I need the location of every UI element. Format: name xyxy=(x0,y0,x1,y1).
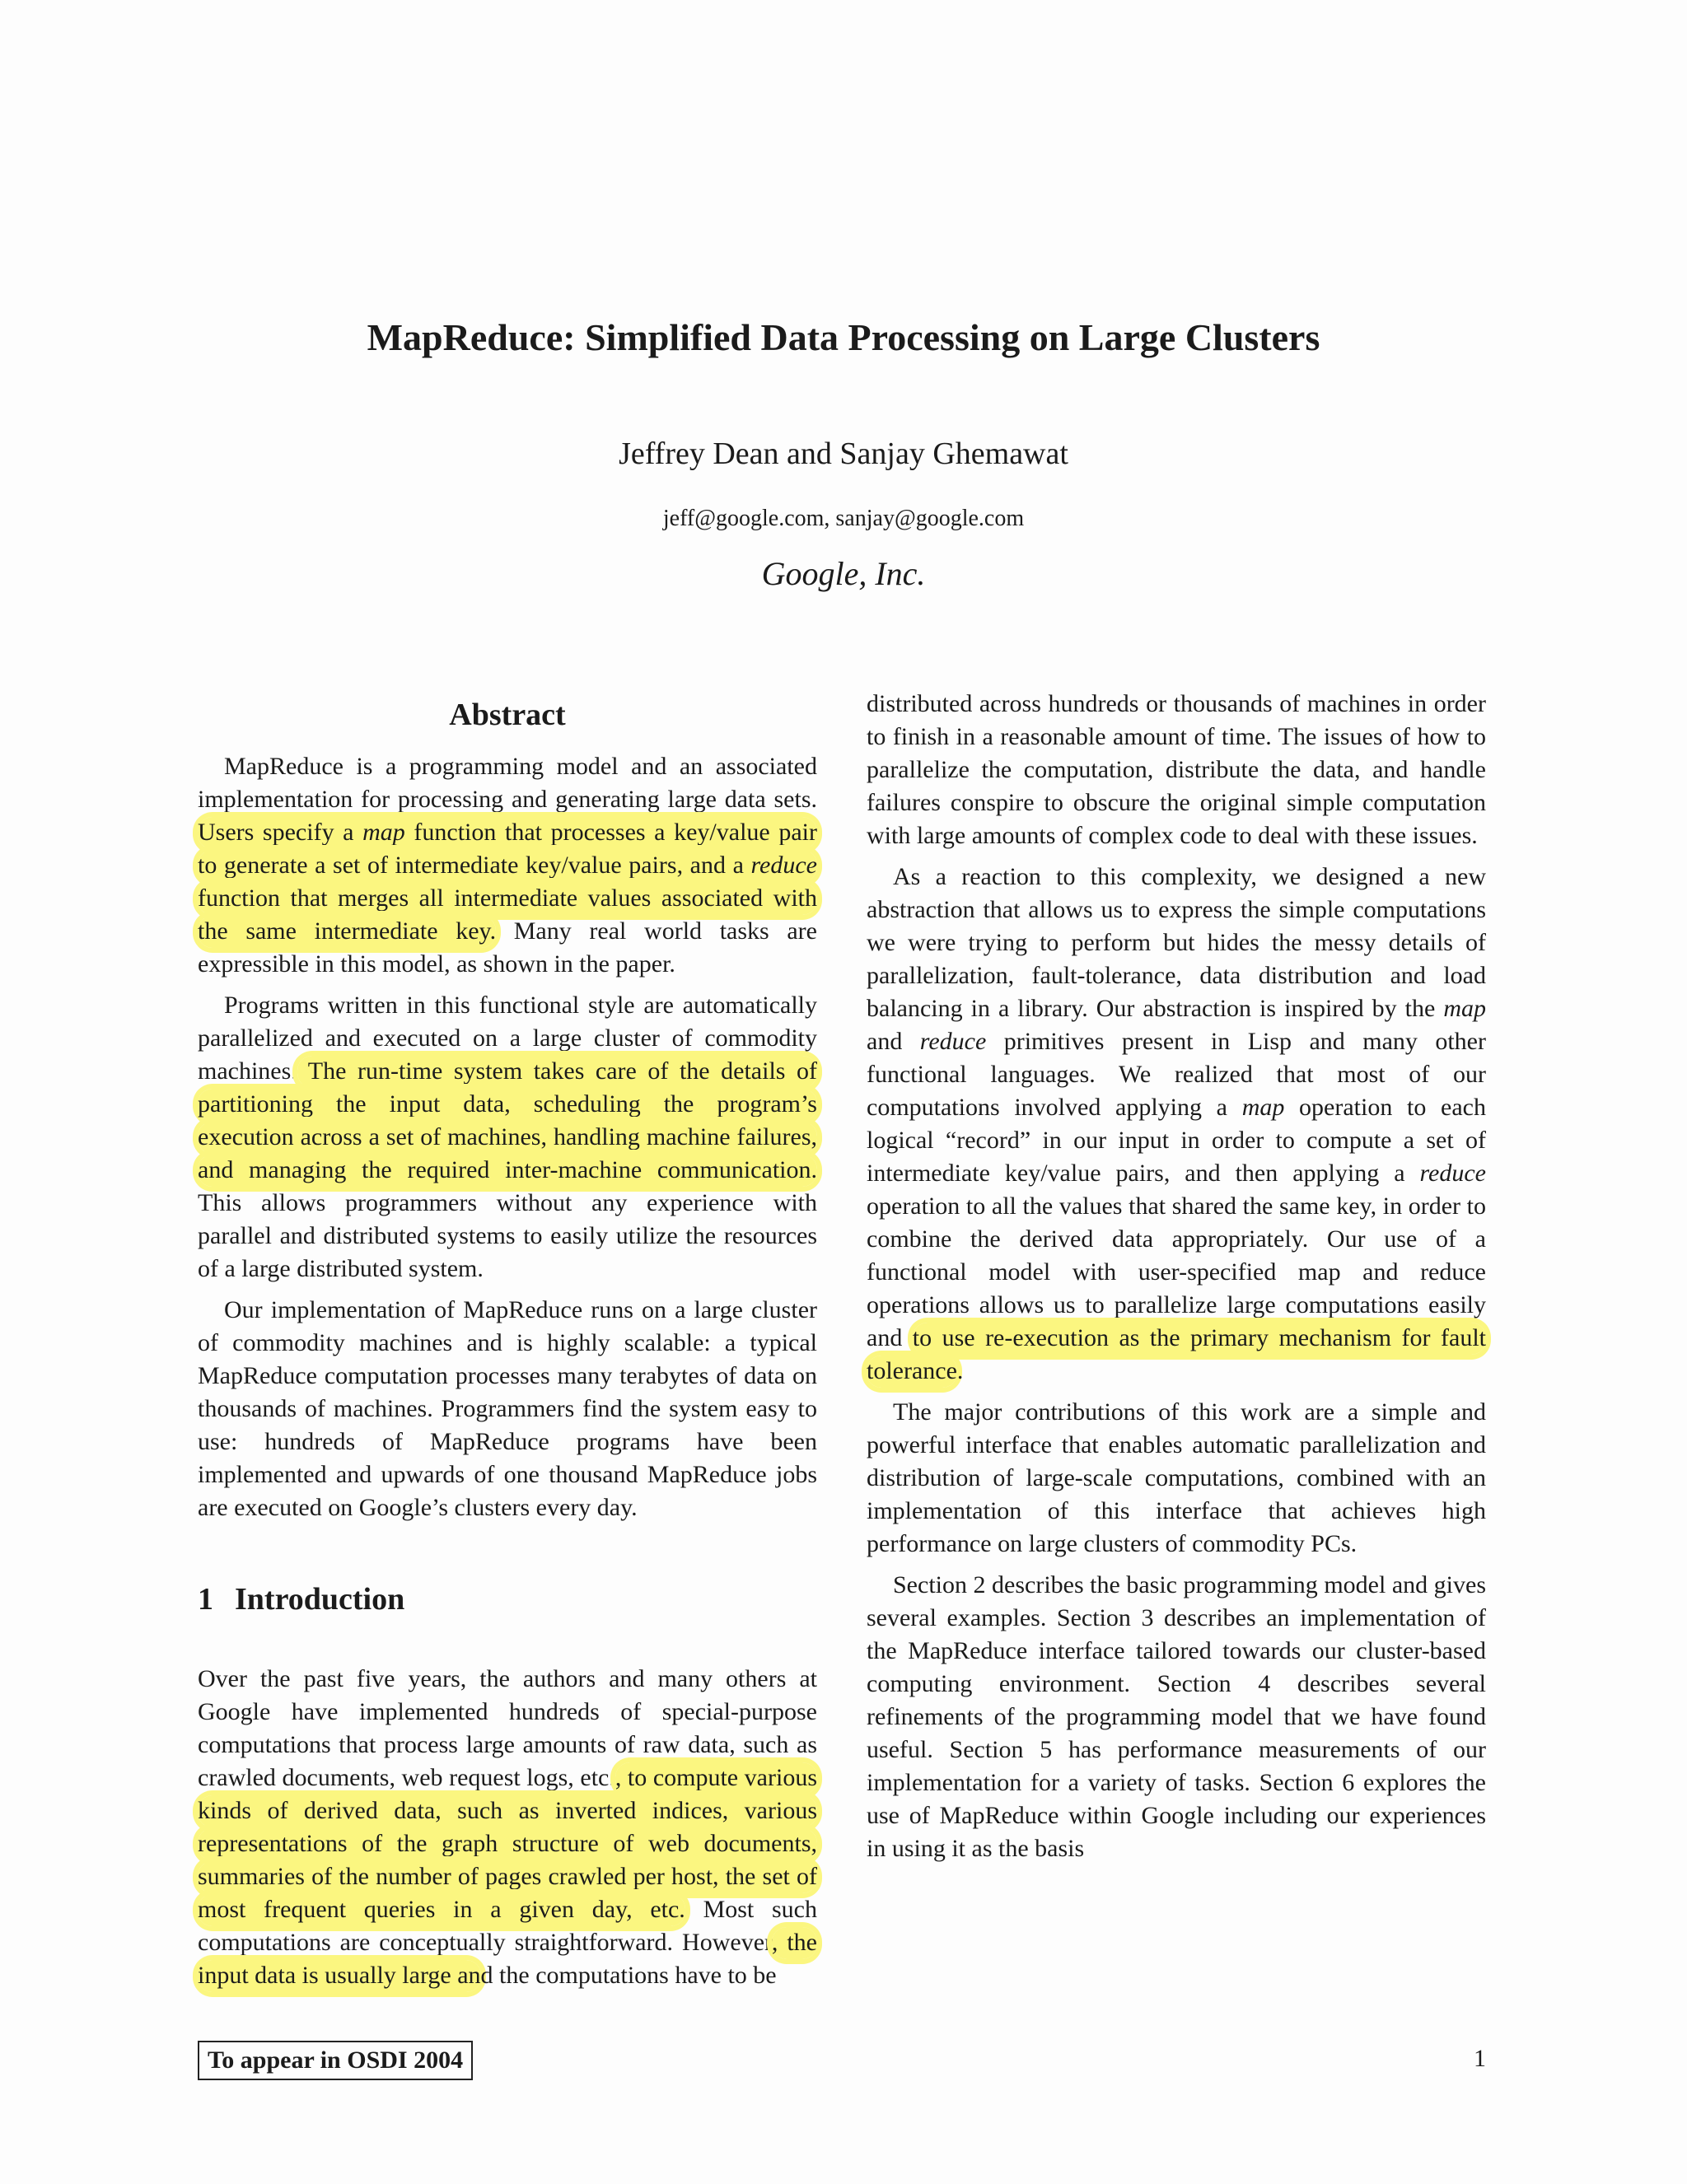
author-emails: jeff@google.com, sanjay@google.com xyxy=(662,506,1025,531)
section-number: 1 xyxy=(198,1582,213,1617)
page-number: 1 xyxy=(1474,2045,1486,2072)
term-map: map xyxy=(1443,995,1486,1022)
abstract-p1-text: MapReduce is a programming model and an associated implementation for processing and generating large data sets. xyxy=(198,753,817,813)
term-reduce: reduce xyxy=(750,852,817,879)
intro-p2-text: primitives present in Lisp and many other functional languages. We realized that most of our computations involved applying a xyxy=(867,1028,1486,1121)
paper-title: MapReduce: Simplified Data Processing on Large Clusters xyxy=(367,316,1320,358)
term-reduce: reduce xyxy=(1419,1160,1486,1187)
intro-p2-text: As a reaction to this complexity, we designed a new abstraction that allows us to express the simple computations we were trying to perform but hides the messy details of parallelization, fault-tolerance, data distribution and load balancing in a library. Our abstraction is inspired by the xyxy=(867,863,1486,1022)
highlight: , to compute various kinds of derived data, such as inverted indices, various representations of the graph structure of web documents, summaries of the number of pages crawled per host, the set of most frequent queries in a given day, etc. xyxy=(198,1762,817,1926)
intro-p1-text: Most such computations are conceptually straightforward. However xyxy=(198,1896,817,1956)
abstract-p1-text: Many real world tasks are expressible in this model, as shown in the paper. xyxy=(198,917,817,978)
intro-p1-text: Over the past five years, the authors and many others at Google have implemented hundreds of special-purpose computations that process large amounts of raw data, such as crawled documents, web request logs, etc. xyxy=(198,1665,817,1791)
intro-paragraph-2 xyxy=(867,861,1486,1388)
author-organization: Google, Inc. xyxy=(761,555,926,592)
section-heading-introduction xyxy=(198,1579,817,1620)
highlight: , the input data is usually large an xyxy=(198,1927,817,1992)
intro-paragraph-1-start xyxy=(198,1663,817,1992)
highlight: to use re-execution as the primary mechanism for fault tolerance xyxy=(867,1323,1486,1388)
abstract-paragraph-1 xyxy=(198,750,817,981)
term-reduce: reduce xyxy=(919,1028,987,1055)
intro-p1-text: d the computations have to be xyxy=(480,1962,777,1989)
intro-paragraph-1-continued xyxy=(867,688,1486,852)
abstract-p2-text: Programs written in this functional style are automatically parallelized and executed on a large cluster of commodity machines. xyxy=(198,992,817,1085)
intro-p2-text: and xyxy=(867,1028,920,1055)
term-map: map xyxy=(1241,1094,1285,1121)
intro-p2-text: . xyxy=(956,1357,964,1384)
right-column xyxy=(867,688,1486,1874)
intro-p2-text: operation to all the values that shared the same key, in order to combine the derived data appropriately. Our use of a functional model with user-specified map and reduce operations allows us to parallelize large computations easily and xyxy=(867,1192,1486,1351)
abstract-p1-highlight-text: Users specify a xyxy=(198,819,363,846)
highlight: The run-time system takes care of the details of partitioning the input data, scheduling the program’s execution across a set of machines, handling machine failures, and managing the required inter-machine communication. xyxy=(198,1056,817,1187)
section-title: Introduction xyxy=(235,1582,405,1617)
abstract-p1-highlight-text: function that processes a key/value pair to generate a set of intermediate key/value pairs, and a xyxy=(198,819,817,879)
term-map: map xyxy=(362,819,405,846)
abstract-paragraph-2 xyxy=(198,989,817,1286)
left-column xyxy=(198,688,817,2000)
paper-authors: Jeffrey Dean and Sanjay Ghemawat xyxy=(619,436,1068,471)
abstract-paragraph-3: Our implementation of MapReduce runs on a large cluster of commodity machines and is highly scalable: a typical MapReduce computation processes many terabytes of data on thousands of machines. Programmers find the system easy to use: hundreds of MapReduce programs have been implemented and upwards of one thousand MapReduce jobs are executed on Google’s clusters every day. xyxy=(198,1296,817,1521)
abstract-p2-text: This allows programmers without any experience with parallel and distributed systems to easily utilize the resources of a large distributed system. xyxy=(198,1189,817,1282)
venue-label: To appear in OSDI 2004 xyxy=(198,2041,473,2080)
intro-p1-text: distributed across hundreds or thousands of machines in order to finish in a reasonable amount of time. The issues of how to parallelize the computation, distribute the data, and handle failures conspire to obscure the original simple computation with large amounts of complex code to deal with these issues. xyxy=(867,690,1486,849)
intro-p2-text: operation to each logical “record” in our input in order to compute a set of intermediate key/value pairs, and then applying a xyxy=(867,1094,1486,1187)
intro-paragraph-3: The major contributions of this work are a simple and powerful interface that enables automatic parallelization and distribution of large-scale computations, combined with an implementation of this interface that achieves high performance on large clusters of commodity PCs. xyxy=(867,1398,1486,1557)
abstract-heading: Abstract xyxy=(449,698,566,732)
abstract-p1-highlight-text: function that merges all intermediate values associated with the same intermediate key. xyxy=(198,884,817,945)
intro-paragraph-4: Section 2 describes the basic programming model and gives several examples. Section 3 describes an implementation of the MapReduce interface tailored towards our cluster-based computing environment. Section 4 describes several refinements of the programming model that we have found useful. Section 5 has performance measurements of our implementation for a variety of tasks. Section 6 explores the use of MapReduce within Google including our experiences in using it as the basis xyxy=(867,1571,1486,1862)
